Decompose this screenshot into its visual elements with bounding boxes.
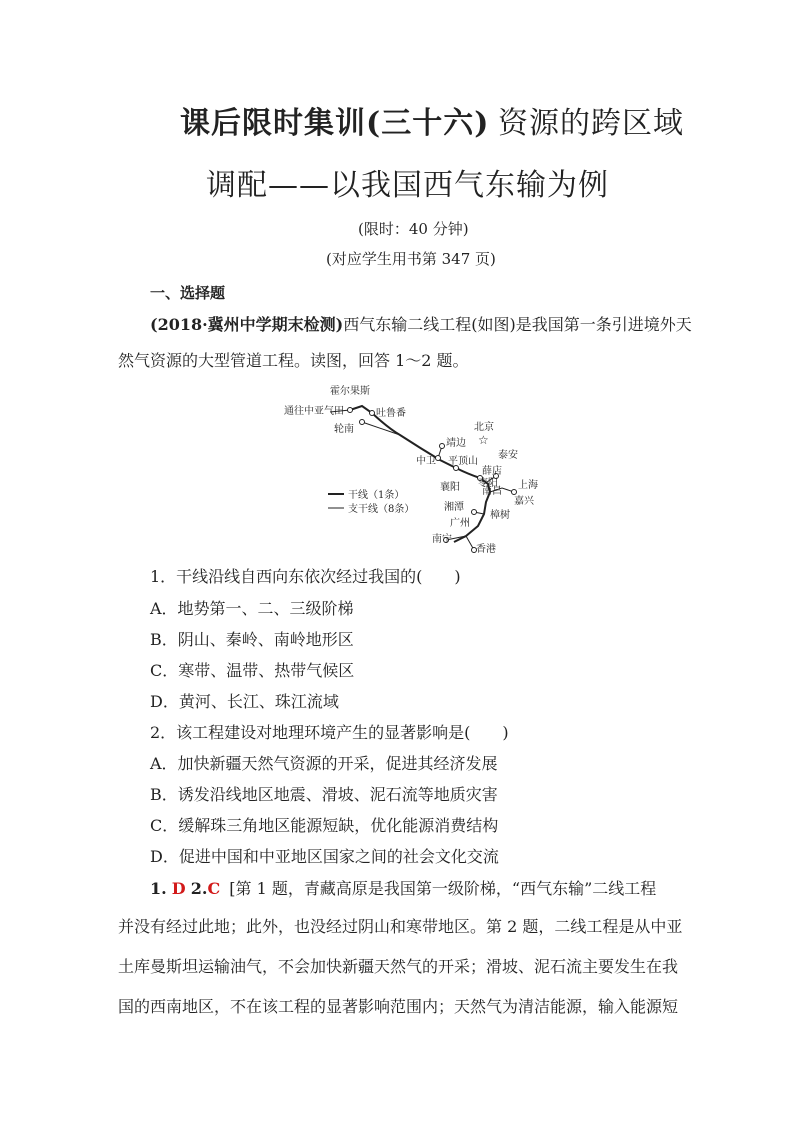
section-heading: 一、选择题	[150, 284, 226, 302]
node-jingbian	[440, 444, 445, 449]
label-guangzhou: 广州	[450, 518, 470, 529]
question-1-option-a: A．地势第一、二、三级阶梯	[150, 599, 354, 618]
label-lunnan: 轮南	[334, 424, 354, 435]
intro-source: (2018·冀州中学期末检测)	[150, 315, 344, 334]
label-jiaxing: 嘉兴	[514, 496, 534, 507]
label-hongkong: 香港	[476, 544, 496, 555]
label-beijing: 北京	[474, 422, 494, 433]
node-tulufan	[370, 411, 375, 416]
label-huoerguosi: 霍尔果斯	[330, 386, 370, 397]
branch-lunnan	[362, 422, 400, 435]
page-title-rest: 资源的跨区域	[498, 106, 684, 141]
label-shanghai: 上海	[518, 480, 538, 491]
page-title-bold: 课后限时集训(三十六)	[180, 106, 490, 141]
node-xiangtan	[472, 510, 477, 515]
label-jingbian: 靖边	[446, 438, 466, 449]
page-title-line2: 调配——以我国西气东输为例	[206, 168, 609, 203]
label-central-asia: 通往中亚气田	[284, 406, 344, 417]
answer-text-1: [第 1 题，青藏高原是我国第一级阶梯，“西气东输”二线工程	[229, 879, 657, 898]
question-1-option-b: B．阴山、秦岭、南岭地形区	[150, 630, 354, 649]
time-limit: (限时：40 分钟)	[358, 220, 469, 238]
node-lunnan	[360, 420, 365, 425]
intro-text-1: 西气东输二线工程(如图)是我国第一条引进境外天	[343, 315, 692, 334]
label-nanchang: 南昌	[482, 486, 502, 497]
answer-line-2: 并没有经过此地；此外，也没经过阴山和寒带地区。第 2 题，二线工程是从中亚	[118, 917, 683, 936]
intro-line-1	[150, 312, 692, 335]
label-pingdingshan: 平顶山	[448, 456, 478, 467]
node-huoerguosi	[348, 408, 353, 413]
question-2-option-a: A．加快新疆天然气资源的开采，促进其经济发展	[150, 754, 498, 773]
answer-line-4: 国的西南地区，不在该工程的显著影响范围内；天然气为清洁能源，输入能源短	[118, 997, 679, 1016]
label-taian: 泰安	[498, 450, 518, 461]
label-nanning: 南宁	[432, 534, 452, 545]
question-2-stem: 2．该工程建设对地理环境产生的显著影响是( )	[150, 723, 509, 742]
label-xuedian: 薛店	[482, 466, 502, 477]
answer-choice-1: D	[171, 879, 186, 898]
pipeline-map	[270, 380, 570, 560]
node-zhongwei	[436, 456, 441, 461]
intro-line-2: 然气资源的大型管道工程。读图，回答 1～2 题。	[118, 351, 469, 370]
label-zhangshu: 樟树	[490, 510, 510, 521]
question-2-option-b: B．诱发沿线地区地震、滑坡、泥石流等地质灾害	[150, 785, 498, 804]
node-shanghai	[512, 490, 517, 495]
answer-num-2: 2.	[190, 879, 208, 898]
question-1-option-c: C．寒带、温带、热带气候区	[150, 661, 355, 680]
question-2-option-d: D．促进中国和中亚地区国家之间的社会文化交流	[150, 847, 499, 866]
label-zhongwei: 中卫	[416, 456, 436, 467]
answer-line-3: 土库曼斯坦运输油气，不会加快新疆天然气的开采；滑坡、泥石流主要发生在我	[118, 957, 679, 976]
label-xiangtan: 湘潭	[444, 502, 464, 513]
label-tulufan: 吐鲁番	[376, 408, 406, 419]
answer-line-1	[150, 876, 656, 899]
legend-trunk-label: 干线（1条）	[348, 490, 405, 501]
answer-num-1: 1.	[150, 879, 167, 898]
question-2-option-c: C．缓解珠三角地区能源短缺，优化能源消费结构	[150, 816, 499, 835]
legend-branch-label: 支干线（8条）	[348, 504, 415, 515]
question-1-stem: 1．干线沿线自西向东依次经过我国的( )	[150, 567, 461, 586]
label-zaoyang: 枣阳	[478, 478, 498, 489]
answer-choice-2: C	[207, 879, 221, 898]
book-reference: (对应学生用书第 347 页)	[326, 250, 496, 268]
question-1-option-d: D．黄河、长江、珠江流域	[150, 692, 339, 711]
star-icon: ☆	[478, 433, 489, 447]
label-xiangyang: 襄阳	[440, 482, 460, 493]
